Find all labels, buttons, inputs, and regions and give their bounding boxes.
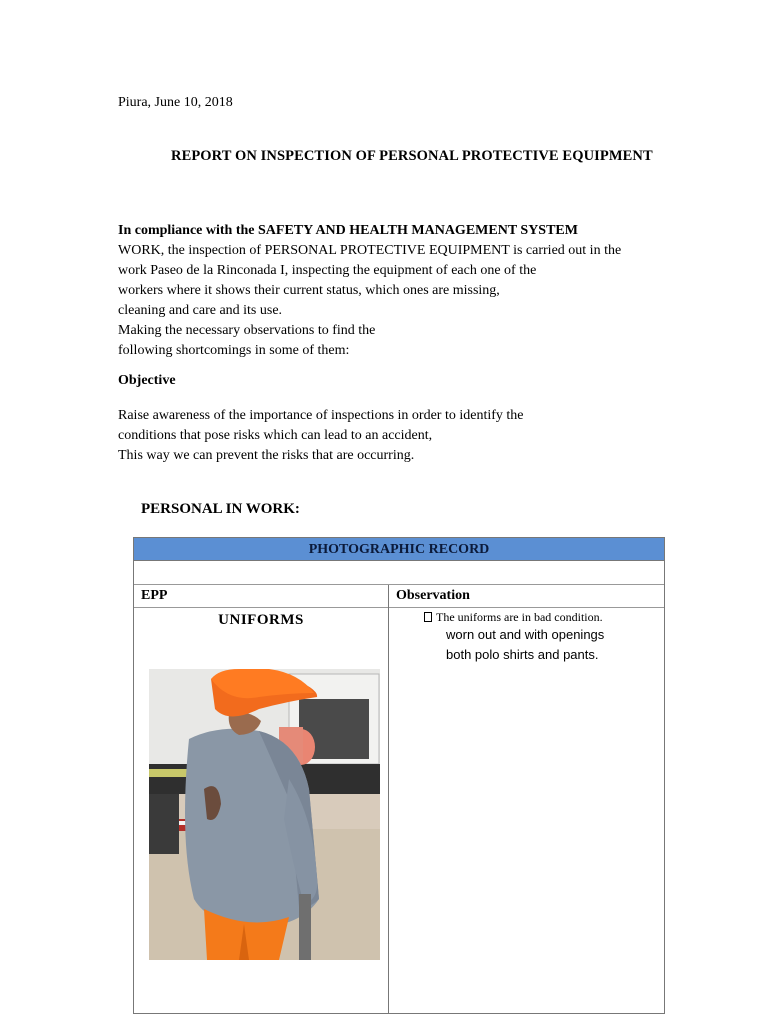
objective-heading: Objective [118,373,176,388]
intro-line: following shortcomings in some of them: [118,343,350,358]
column-header-epp: EPP [141,588,168,603]
bullet-icon [424,612,432,622]
observation-bullet-text: The uniforms are in bad condition. [436,610,603,624]
table-header: PHOTOGRAPHIC RECORD [134,538,664,561]
intro-paragraph [118,221,718,361]
intro-line: Making the necessary observations to find the [118,323,376,338]
personal-heading: PERSONAL IN WORK: [141,501,300,517]
intro-line: WORK, the inspection of PERSONAL PROTECTIVE EQUIPMENT is carried out in the [118,243,622,258]
photographic-record-table [133,537,665,1014]
intro-line: workers where it shows their current status, which ones are missing, [118,283,500,298]
intro-line: cleaning and care and its use. [118,303,283,318]
observation-cell [396,610,656,665]
objective-line: conditions that pose risks which can lead to an accident, [118,428,433,443]
observation-bullet [424,610,656,625]
table-blank-row [134,561,664,585]
worker-uniform-photo [149,669,380,960]
observation-detail-line: worn out and with openings [446,627,605,642]
objective-line: This way we can prevent the risks that are occurring. [118,448,415,463]
column-divider [388,585,389,1013]
report-title: REPORT ON INSPECTION OF PERSONAL PROTECTIVE EQUIPMENT [171,148,653,164]
column-header-observation: Observation [396,588,470,603]
objective-line: Raise awareness of the importance of inspections in order to identify the [118,408,524,423]
intro-line: work Paseo de la Rinconada I, inspecting the equipment of each one of the [118,263,537,278]
intro-lead: In compliance with the SAFETY AND HEALTH MANAGEMENT SYSTEM [118,223,578,238]
observation-detail-line: both polo shirts and pants. [446,647,599,662]
table-column-header-row [134,585,664,608]
report-date: Piura, June 10, 2018 [118,95,233,110]
epp-item-label: UNIFORMS [218,612,304,628]
objective-paragraph [118,406,524,466]
